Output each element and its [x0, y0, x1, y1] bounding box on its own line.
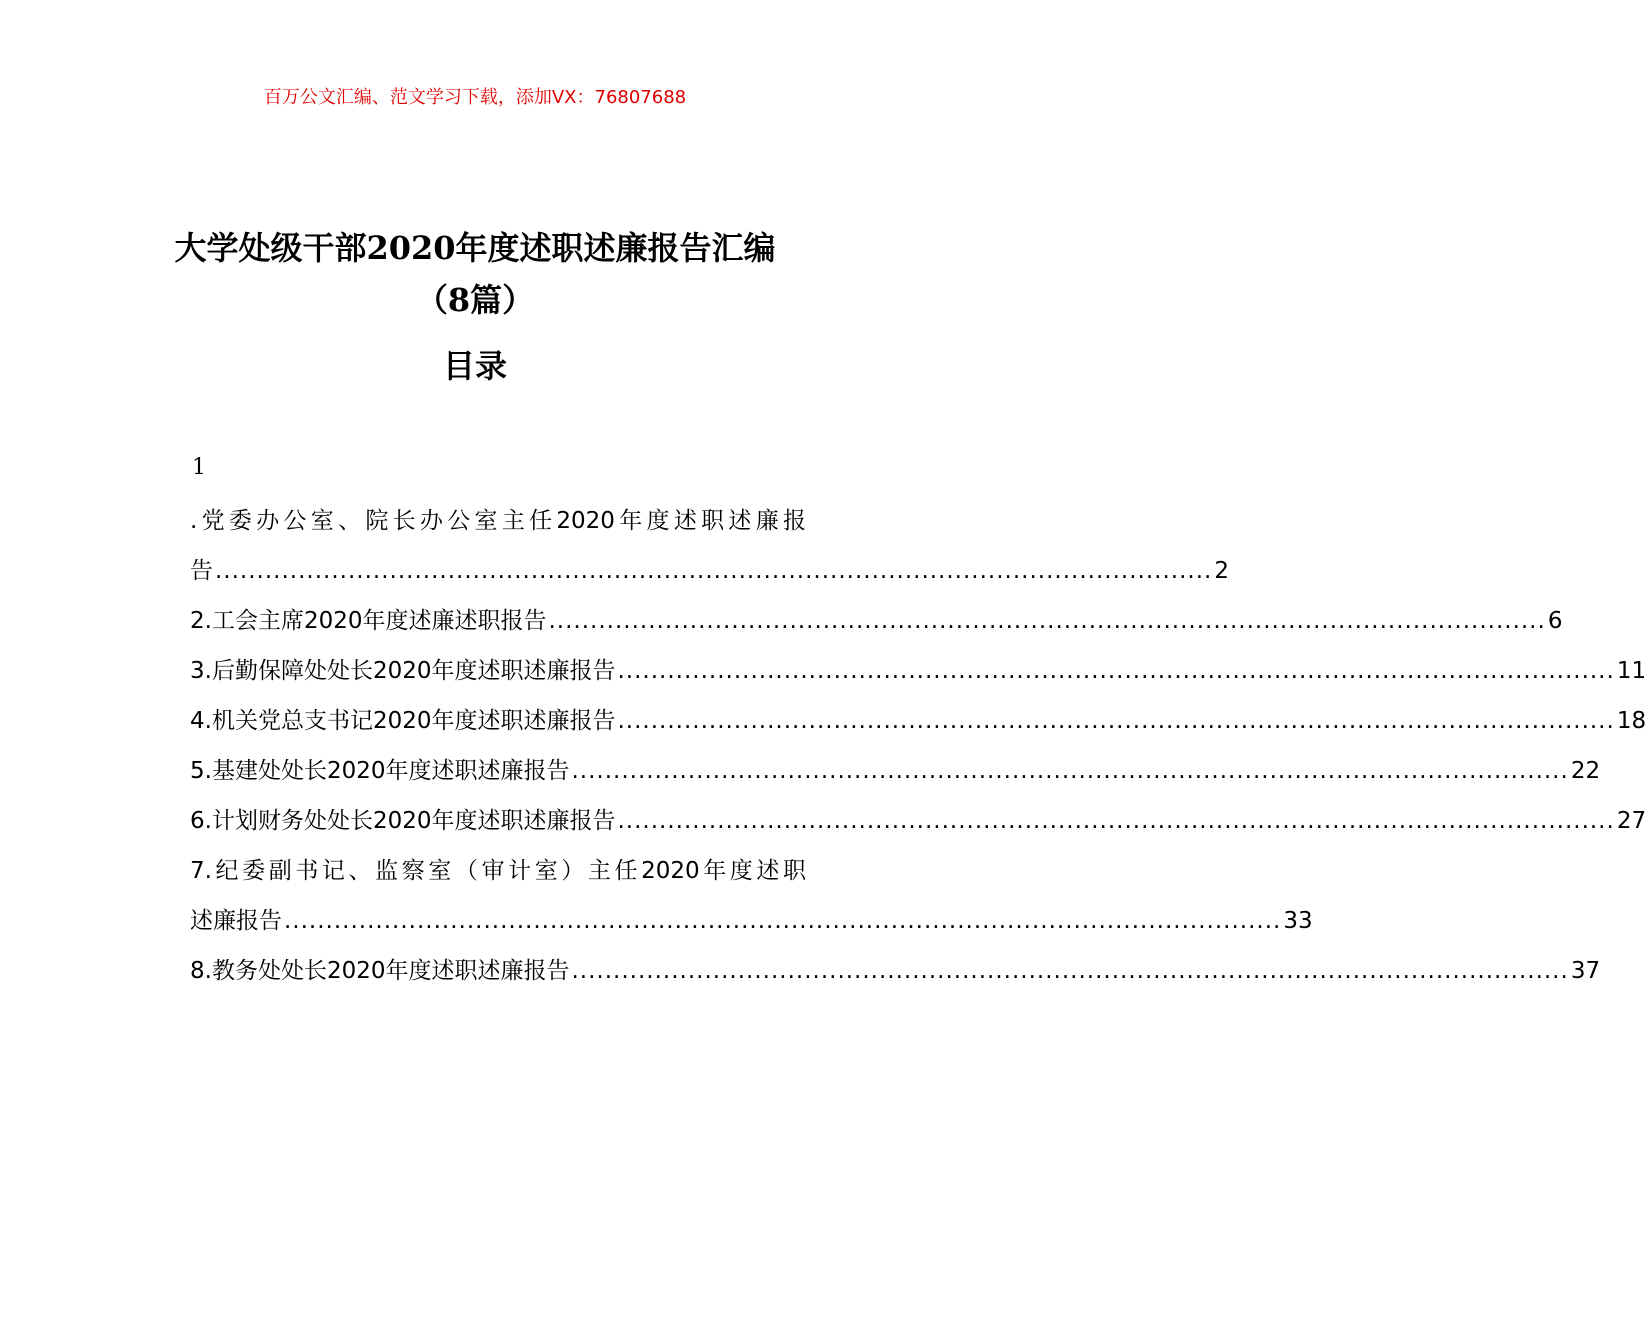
- toc-dot-leader: ........................................................................................................................: [215, 558, 1213, 584]
- toc-entry[interactable]: [190, 746, 1601, 796]
- toc-page-number: 2: [1214, 558, 1229, 584]
- toc-page-number: 11: [1616, 658, 1646, 684]
- toc-entry-title: 8.教务处处长2020年度述职述廉报告: [190, 958, 570, 984]
- toc-dot-leader: ........................................................................................................................: [617, 658, 1615, 684]
- toc-page-number: 18: [1616, 708, 1646, 734]
- toc-entry-title: 5.基建处处长2020年度述职述廉报告: [190, 758, 570, 784]
- table-of-contents: [190, 496, 1646, 996]
- toc-entry[interactable]: [190, 696, 1646, 746]
- toc-entry-title: 述廉报告: [190, 908, 282, 934]
- document-title-count: （8篇）: [415, 281, 535, 319]
- toc-dot-leader: ........................................................................................................................: [571, 958, 1569, 984]
- toc-dot-leader: ........................................................................................................................: [284, 908, 1282, 934]
- toc-entry-title: 3.后勤保障处处长2020年度述职述廉报告: [190, 658, 616, 684]
- toc-page-number: 22: [1570, 758, 1601, 784]
- toc-page-number: 37: [1570, 958, 1601, 984]
- toc-entry-title: 2.工会主席2020年度述廉述职报告: [190, 608, 547, 634]
- toc-entry-title: 6.计划财务处处长2020年度述职述廉报告: [190, 808, 616, 834]
- toc-entry[interactable]: [190, 596, 1563, 646]
- toc-dot-leader: ........................................................................................................................: [617, 808, 1615, 834]
- toc-page-number: 27: [1616, 808, 1646, 834]
- toc-entry[interactable]: [190, 496, 1229, 596]
- toc-entry-title: 告: [190, 558, 213, 584]
- toc-entry[interactable]: [190, 846, 1313, 946]
- toc-entry-title-line1: 7.纪委副书记、监察室（审计室）主任2020年度述职: [190, 858, 806, 884]
- toc-page-number: 6: [1547, 608, 1563, 634]
- toc-entry[interactable]: [190, 646, 1646, 696]
- document-title: 大学处级干部2020年度述职述廉报告汇编: [174, 229, 776, 267]
- toc-entry-title: 4.机关党总支书记2020年度述职述廉报告: [190, 708, 616, 734]
- toc-heading: 目录: [442, 347, 507, 385]
- toc-dot-leader: ........................................................................................................................: [617, 708, 1615, 734]
- toc-lead-number: 1: [192, 455, 206, 480]
- toc-entry[interactable]: [190, 946, 1601, 996]
- header-note: 百万公文汇编、范文学习下载，添加VX：76807688: [263, 87, 687, 108]
- toc-page-number: 33: [1283, 908, 1313, 934]
- toc-entry[interactable]: [190, 796, 1646, 846]
- toc-dot-leader: ........................................................................................................................: [548, 608, 1546, 634]
- toc-dot-leader: ........................................................................................................................: [571, 758, 1569, 784]
- toc-entry-title-line1: .党委办公室、院长办公室主任2020年度述职述廉报: [190, 508, 806, 534]
